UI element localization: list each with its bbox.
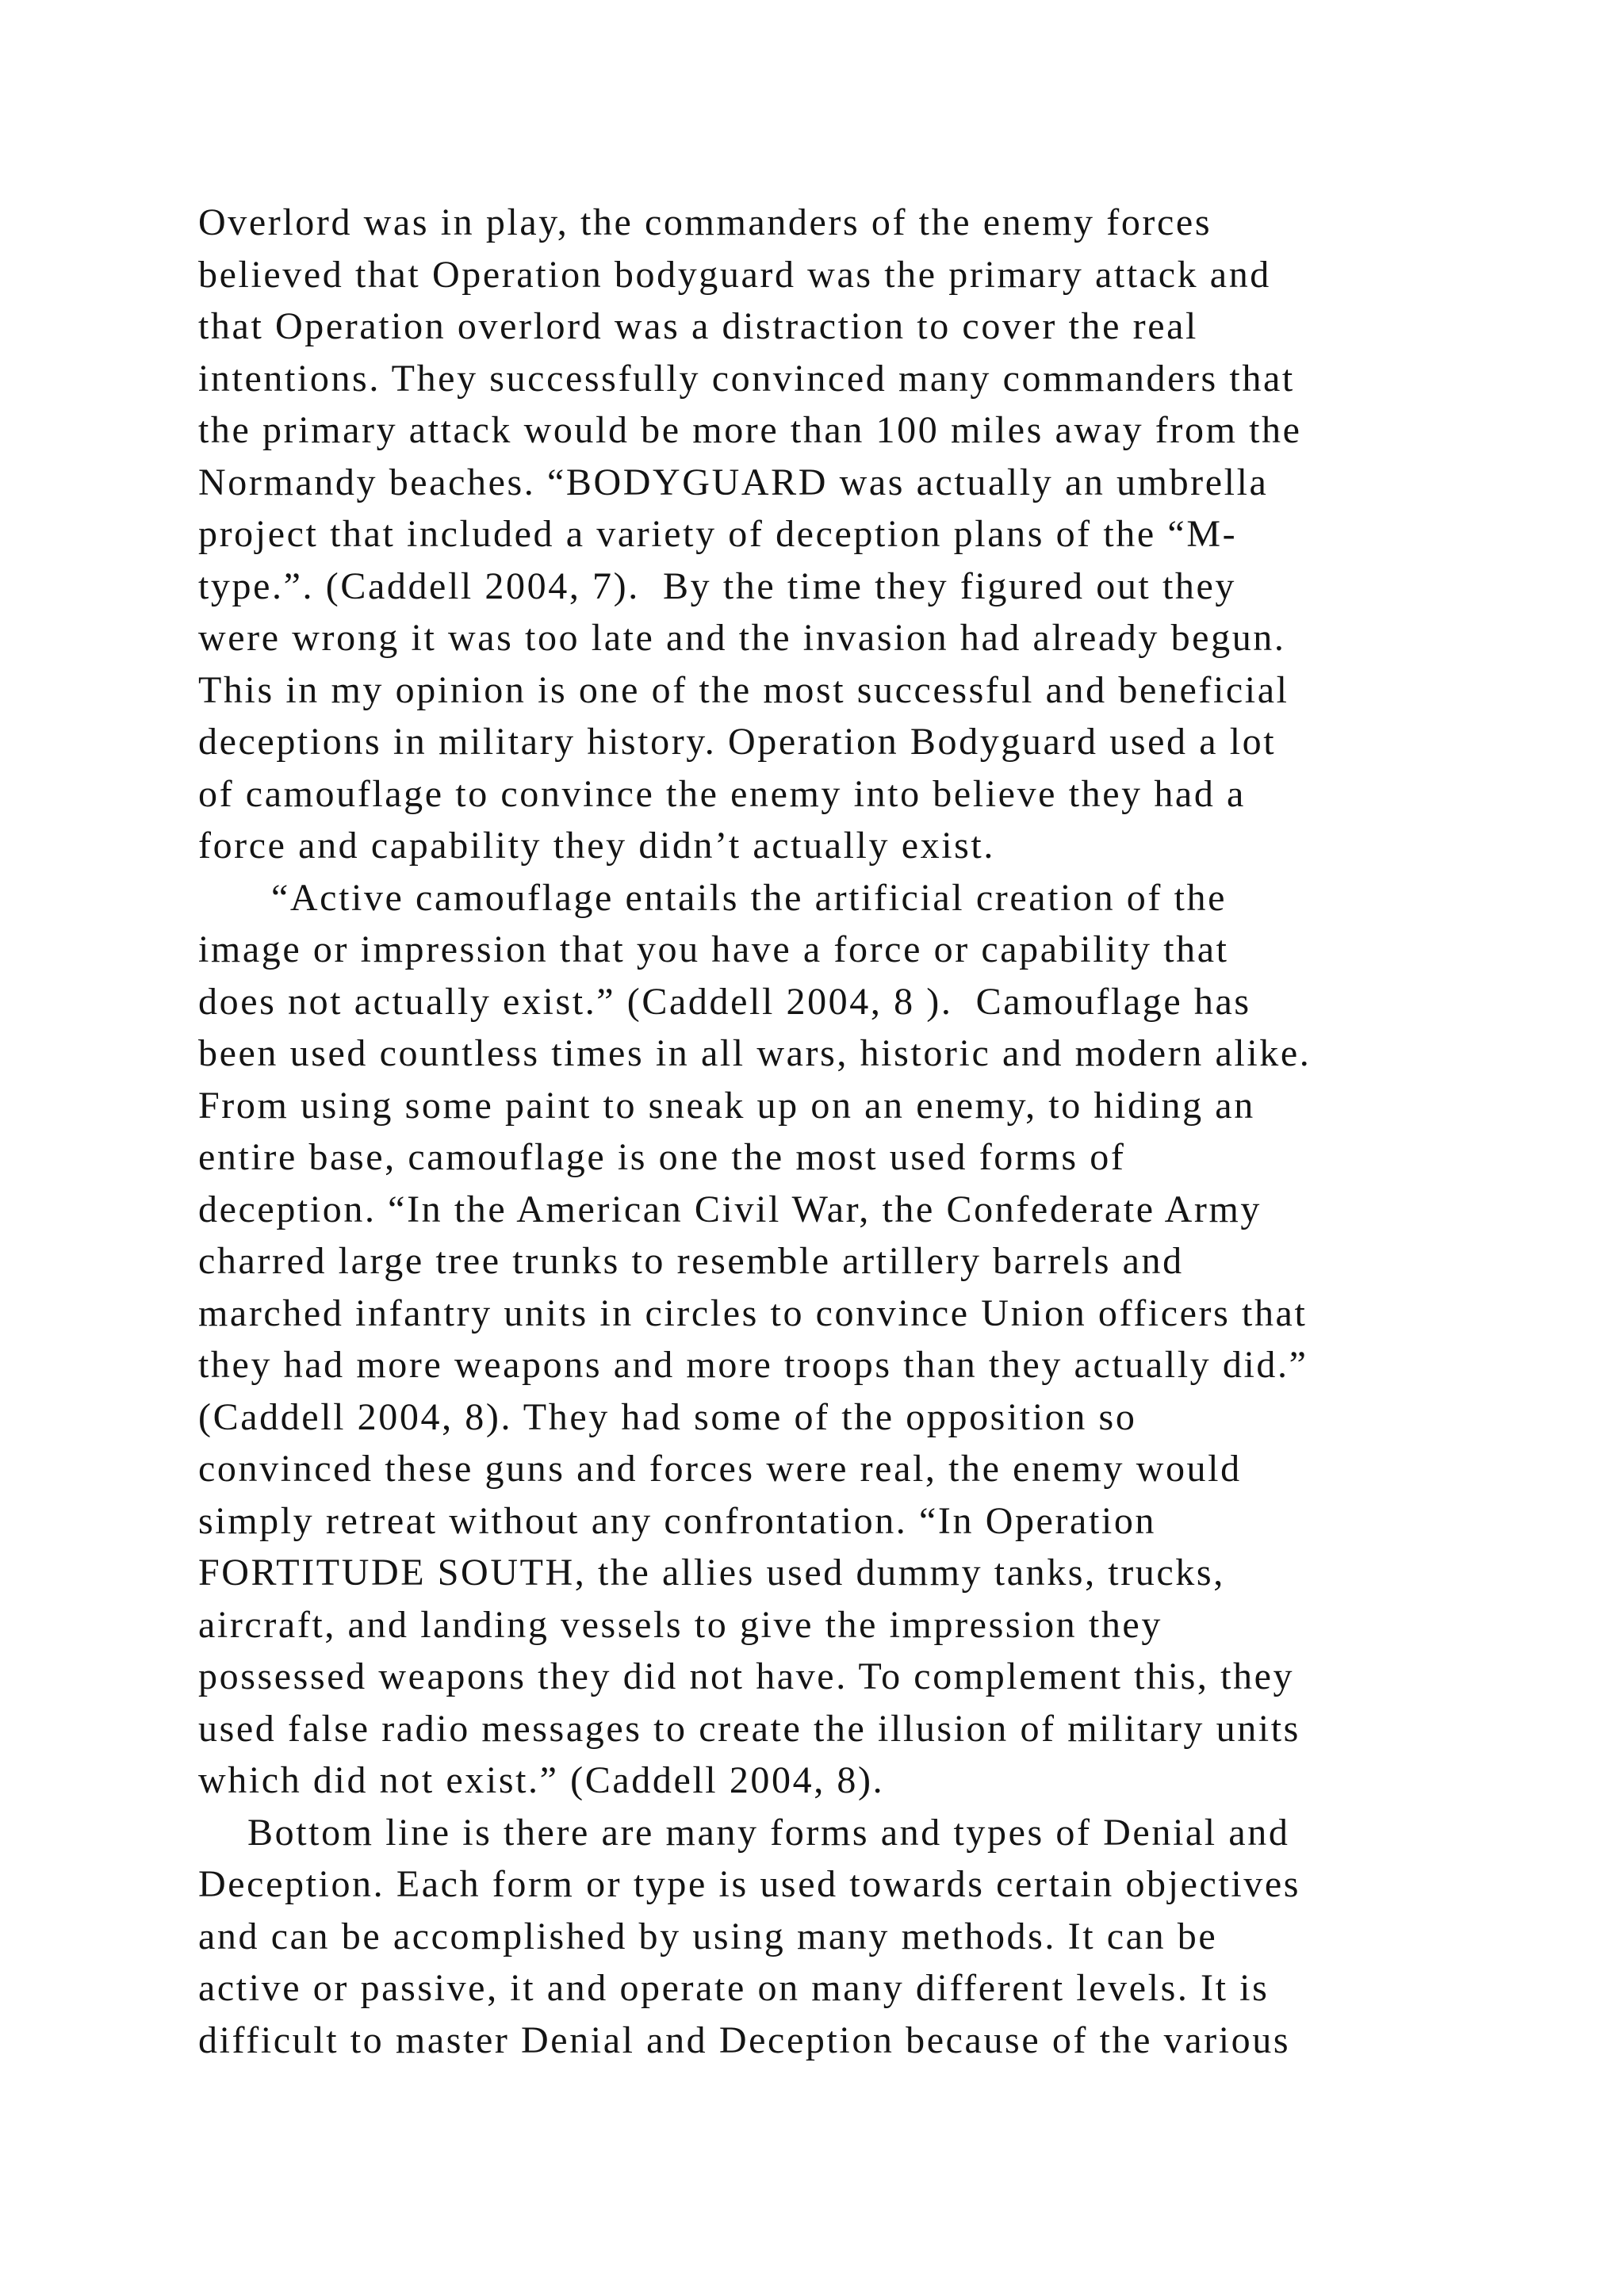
text-line: FORTITUDE SOUTH, the allies used dummy tanks, trucks, [198, 1552, 1225, 1594]
text-line: and can be accomplished by using many methods. It can be [198, 1915, 1218, 1957]
text-line: deceptions in military history. Operation Bodyguard used a lot [198, 721, 1277, 763]
text-line: aircraft, and landing vessels to give the impression they [198, 1603, 1162, 1646]
text-line: Overlord was in play, the commanders of the enemy forces [198, 201, 1212, 243]
text-line: difficult to master Denial and Deception because of the various [198, 2019, 1291, 2061]
text-line: intentions. They successfully convinced many commanders that [198, 357, 1295, 400]
text-line: the primary attack would be more than 100 miles away from the [198, 409, 1302, 451]
text-line: This in my opinion is one of the most successful and beneficial [198, 668, 1289, 711]
paragraph-start-line: “Active camouflage entails the artificial creation of the [271, 876, 1228, 919]
text-line: of camouflage to convince the enemy into believe they had a [198, 772, 1246, 815]
text-line: type.”. (Caddell 2004, 7). By the time they figured out they [198, 564, 1237, 607]
text-line: (Caddell 2004, 8). They had some of the opposition so [198, 1395, 1137, 1438]
text-line: Normandy beaches. “BODYGUARD was actually an umbrella [198, 461, 1269, 503]
text-line: possessed weapons they did not have. To complement this, they [198, 1655, 1295, 1697]
text-line: they had more weapons and more troops than they actually did.” [198, 1344, 1308, 1386]
text-line: been used countless times in all wars, historic and modern alike. [198, 1032, 1312, 1074]
body-text [198, 197, 1451, 2066]
text-line: which did not exist.” (Caddell 2004, 8). [198, 1759, 885, 1801]
text-line: marched infantry units in circles to convince Union officers that [198, 1292, 1308, 1334]
text-line: used false radio messages to create the illusion of military units [198, 1707, 1300, 1750]
text-line: convinced these guns and forces were real, the enemy would [198, 1448, 1242, 1490]
text-line: active or passive, it and operate on many different levels. It is [198, 1967, 1270, 2009]
text-line: Deception. Each form or type is used towards certain objectives [198, 1863, 1301, 1905]
text-line: simply retreat without any confrontation. “In Operation [198, 1499, 1157, 1542]
paragraph-start-line: Bottom line is there are many forms and types of Denial and [247, 1811, 1290, 1854]
text-line: force and capability they didn’t actually exist. [198, 825, 995, 867]
text-line: were wrong it was too late and the invasion had already begun. [198, 617, 1286, 659]
text-line: that Operation overlord was a distraction to cover the real [198, 305, 1198, 347]
text-line: image or impression that you have a force or capability that [198, 928, 1229, 970]
text-line: does not actually exist.” (Caddell 2004, 8 ). Camouflage has [198, 980, 1251, 1023]
text-line: charred large tree trunks to resemble artillery barrels and [198, 1240, 1184, 1282]
text-line: believed that Operation bodyguard was the primary attack and [198, 253, 1271, 296]
text-line: project that included a variety of deception plans of the “M- [198, 513, 1238, 555]
text-line: From using some paint to sneak up on an enemy, to hiding an [198, 1084, 1255, 1127]
text-line: entire base, camouflage is one the most used forms of [198, 1136, 1126, 1178]
text-line: deception. “In the American Civil War, the Confederate Army [198, 1188, 1262, 1230]
